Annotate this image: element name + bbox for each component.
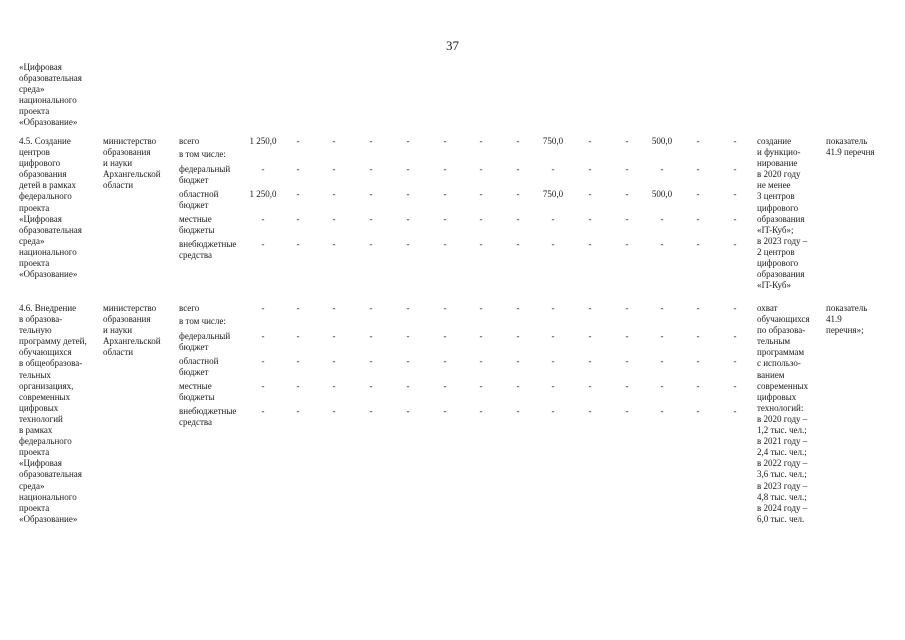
expected-result-line: в 2024 году – [757,502,808,513]
empty-cell: - [516,356,520,366]
funding-source-line: в том числе: [179,316,226,326]
expected-result-line: и функцио- [757,147,801,158]
executor-line: области [103,347,134,358]
empty-cell: - [296,303,300,313]
empty-cell: - [479,189,483,199]
measure-name-line: цифрового [19,158,61,169]
empty-cell: - [696,331,700,341]
measure-name-line: центров [19,147,50,158]
empty-cell: - [516,303,520,313]
empty-cell: - [406,214,410,224]
empty-cell: - [369,406,373,416]
funding-source [179,406,236,428]
empty-cell: - [296,214,300,224]
empty-cell: - [733,239,737,249]
empty-cell: - [261,239,265,249]
measure-name-line: программу детей, [19,336,87,347]
empty-cell: - [625,136,629,146]
empty-cell: - [696,303,700,313]
empty-cell: - [588,381,592,391]
measure-name-line: проекта [19,502,50,513]
empty-cell: - [296,136,300,146]
empty-cell: - [588,214,592,224]
executor-line: области [103,180,134,191]
amount-cell: 750,0 [542,136,564,146]
empty-cell: - [296,381,300,391]
expected-result-line: с использо- [757,358,801,369]
empty-cell: - [588,406,592,416]
expected-result-line: 2,4 тыс. чел.; [757,447,807,458]
expected-result-line: в 2023 году – [757,235,808,246]
empty-cell: - [332,136,336,146]
measure-name-line: тельных [19,369,51,380]
funding-source-line: областной [179,356,219,366]
empty-cell: - [369,303,373,313]
empty-cell: - [406,331,410,341]
measure-name-line: образовательная [19,469,82,480]
funding-source-line: бюджет [179,367,209,378]
empty-cell: - [406,164,410,174]
expected-result-line: 3,6 тыс. чел.; [757,469,807,480]
empty-cell: - [625,356,629,366]
empty-cell: - [696,214,700,224]
funding-source-line: бюджеты [179,392,215,403]
continuation-line: «Цифровая [19,62,62,72]
funding-source [179,381,215,403]
funding-source-line: средства [179,250,213,261]
empty-cell: - [696,381,700,391]
expected-result-line: «IT-Куб» [757,280,791,291]
empty-cell: - [479,136,483,146]
amount-cell: 500,0 [651,136,673,146]
empty-cell: - [660,303,664,313]
empty-cell: - [369,189,373,199]
empty-cell: - [551,356,555,366]
empty-cell: - [369,356,373,366]
empty-cell: - [443,303,447,313]
continuation-line: «Образование» [19,117,78,128]
empty-cell: - [516,406,520,416]
empty-cell: - [733,214,737,224]
empty-cell: - [696,356,700,366]
empty-cell: - [588,189,592,199]
empty-cell: - [660,239,664,249]
indicator-line: 41.9 [826,314,842,325]
empty-cell: - [332,356,336,366]
empty-cell: - [443,239,447,249]
expected-result [757,136,807,291]
empty-cell: - [332,214,336,224]
expected-result-line: в 2022 году – [757,458,808,469]
continuation-line: национального [19,95,77,106]
empty-cell: - [625,189,629,199]
measure-name-line: цифровых [19,402,59,413]
empty-cell: - [406,303,410,313]
indicator-line: показатель [826,303,868,313]
amount-cell: 1 250,0 [249,136,277,146]
empty-cell: - [443,164,447,174]
empty-cell: - [332,406,336,416]
continuation-line: образовательная [19,73,82,84]
empty-cell: - [406,239,410,249]
empty-cell: - [479,239,483,249]
continuation-text [19,62,82,129]
empty-cell: - [625,303,629,313]
empty-cell: - [696,239,700,249]
expected-result-line: обучающихся [757,314,810,325]
measure-name-line: 4.6. Внедрение [19,303,77,313]
empty-cell: - [332,164,336,174]
indicator [826,303,867,336]
expected-result-line: цифровых [757,391,797,402]
measure-name-line: технологий [19,413,63,424]
empty-cell: - [443,406,447,416]
amount-cell: 1 250,0 [249,189,277,199]
empty-cell: - [551,331,555,341]
funding-source [179,356,218,378]
executor-line: министерство [103,303,157,313]
amount-cell: 500,0 [651,189,673,199]
empty-cell: - [625,214,629,224]
empty-cell: - [588,331,592,341]
empty-cell: - [660,406,664,416]
expected-result-line: охват [757,303,778,313]
continuation-line: проекта [19,106,50,117]
measure-name-line: среда» [19,480,45,491]
empty-cell: - [332,303,336,313]
empty-cell: - [296,164,300,174]
indicator-line: перечня»; [826,325,864,336]
indicator [826,136,875,158]
empty-cell: - [660,164,664,174]
funding-source-line: федеральный [179,164,231,174]
funding-source-line: местные [179,214,212,224]
funding-source-line: федеральный [179,331,231,341]
empty-cell: - [443,136,447,146]
executor-line: министерство [103,136,157,146]
empty-cell: - [551,381,555,391]
expected-result-line: нирование [757,158,798,169]
empty-cell: - [296,356,300,366]
executor-line: и науки [103,325,133,336]
empty-cell: - [332,381,336,391]
funding-source-line: бюджет [179,200,209,211]
funding-source [179,331,230,353]
measure-name-line: в образова- [19,314,63,325]
empty-cell: - [551,303,555,313]
funding-source [179,164,230,186]
expected-result-line: цифрового [757,258,799,269]
empty-cell: - [479,164,483,174]
funding-source [179,214,215,236]
measure-name-line: обучающихся [19,347,72,358]
empty-cell: - [516,136,520,146]
empty-cell: - [261,356,265,366]
empty-cell: - [479,214,483,224]
executor-line: Архангельской [103,336,161,347]
empty-cell: - [369,164,373,174]
funding-source [179,189,218,211]
expected-result-line: образования [757,213,805,224]
measure-name-line: «Образование» [19,269,78,280]
empty-cell: - [369,239,373,249]
funding-source [179,136,199,147]
empty-cell: - [443,214,447,224]
empty-cell: - [516,164,520,174]
indicator-line: 41.9 перечня [826,147,875,158]
executor-line: образования [103,147,151,158]
measure-name-line: современных [19,391,71,402]
funding-source-line: внебюджетные [179,239,237,249]
measure-name-line: среда» [19,235,45,246]
empty-cell: - [406,406,410,416]
expected-result-line: по образова- [757,325,806,336]
empty-cell: - [733,136,737,146]
empty-cell: - [660,331,664,341]
empty-cell: - [733,356,737,366]
empty-cell: - [551,239,555,249]
measure-name-line: детей в рамках [19,180,76,191]
measure-name [19,303,87,525]
expected-result-line: ванием [757,369,785,380]
expected-result-line: в 2021 году – [757,436,808,447]
empty-cell: - [332,331,336,341]
empty-cell: - [660,214,664,224]
empty-cell: - [625,164,629,174]
expected-result-line: создание [757,136,792,146]
empty-cell: - [261,164,265,174]
measure-name-line: федерального [19,436,72,447]
continuation-line: среда» [19,84,45,95]
funding-source-line: средства [179,417,213,428]
empty-cell: - [660,356,664,366]
empty-cell: - [516,189,520,199]
empty-cell: - [479,331,483,341]
expected-result-line: 1,2 тыс. чел.; [757,425,807,436]
empty-cell: - [406,189,410,199]
measure-name-line: проекта [19,202,50,213]
empty-cell: - [625,406,629,416]
funding-source-line: местные [179,381,212,391]
indicator-line: показатель [826,136,868,146]
executor [103,136,161,191]
empty-cell: - [733,331,737,341]
empty-cell: - [551,164,555,174]
empty-cell: - [443,381,447,391]
measure-name-line: тельную [19,325,52,336]
expected-result-line: образования [757,269,805,280]
funding-source-line: бюджеты [179,225,215,236]
empty-cell: - [479,303,483,313]
empty-cell: - [296,189,300,199]
empty-cell: - [369,214,373,224]
empty-cell: - [369,331,373,341]
measure-name-line: в общеобразова- [19,358,83,369]
empty-cell: - [369,136,373,146]
expected-result-line: 6,0 тыс. чел. [757,513,805,524]
empty-cell: - [479,406,483,416]
empty-cell: - [733,303,737,313]
executor [103,303,161,358]
empty-cell: - [261,331,265,341]
empty-cell: - [406,381,410,391]
measure-name-line: федерального [19,191,72,202]
measure-name-line: образовательная [19,224,82,235]
measure-name-line: «Цифровая [19,213,62,224]
funding-source [179,303,199,314]
empty-cell: - [625,239,629,249]
empty-cell: - [733,381,737,391]
empty-cell: - [733,189,737,199]
measure-name [19,136,82,280]
empty-cell: - [443,331,447,341]
empty-cell: - [588,239,592,249]
empty-cell: - [625,381,629,391]
measure-name-line: «Образование» [19,513,78,524]
empty-cell: - [296,239,300,249]
empty-cell: - [516,381,520,391]
expected-result-line: современных [757,380,809,391]
measure-name-line: в рамках [19,425,53,436]
expected-result [757,303,810,525]
empty-cell: - [443,189,447,199]
empty-cell: - [588,164,592,174]
executor-line: Архангельской [103,169,161,180]
funding-source-line: областной [179,189,219,199]
empty-cell: - [479,356,483,366]
empty-cell: - [588,303,592,313]
expected-result-line: программам [757,347,805,358]
measure-name-line: проекта [19,258,50,269]
empty-cell: - [261,303,265,313]
executor-line: и науки [103,158,133,169]
measure-name-line: 4.5. Создание [19,136,71,146]
expected-result-line: в 2020 году – [757,413,808,424]
expected-result-line: не менее [757,180,791,191]
expected-result-line: «IT-Куб»; [757,224,794,235]
funding-source-line: всего [179,136,200,146]
empty-cell: - [516,214,520,224]
expected-result-line: 3 центров [757,191,795,202]
funding-source [179,239,236,261]
expected-result-line: в 2020 году [757,169,801,180]
expected-result-line: в 2023 году – [757,480,808,491]
empty-cell: - [406,136,410,146]
empty-cell: - [733,406,737,416]
expected-result-line: 4,8 тыс. чел.; [757,491,807,502]
page-number: 37 [446,38,459,53]
measure-name-line: национального [19,491,77,502]
empty-cell: - [406,356,410,366]
executor-line: образования [103,314,151,325]
funding-source [179,149,226,160]
empty-cell: - [660,381,664,391]
empty-cell: - [588,136,592,146]
empty-cell: - [369,381,373,391]
empty-cell: - [588,356,592,366]
amount-cell: 750,0 [542,189,564,199]
empty-cell: - [332,239,336,249]
empty-cell: - [261,406,265,416]
expected-result-line: технологий: [757,402,804,413]
empty-cell: - [696,406,700,416]
empty-cell: - [332,189,336,199]
measure-name-line: «Цифровая [19,458,62,469]
empty-cell: - [551,406,555,416]
funding-source-line: бюджет [179,175,209,186]
empty-cell: - [551,214,555,224]
expected-result-line: 2 центров [757,246,795,257]
empty-cell: - [516,331,520,341]
empty-cell: - [261,214,265,224]
empty-cell: - [443,356,447,366]
measure-name-line: национального [19,246,77,257]
empty-cell: - [733,164,737,174]
empty-cell: - [296,406,300,416]
measure-name-line: проекта [19,447,50,458]
measure-name-line: организациях, [19,380,74,391]
empty-cell: - [696,136,700,146]
empty-cell: - [296,331,300,341]
expected-result-line: тельным [757,336,791,347]
empty-cell: - [516,239,520,249]
funding-source-line: бюджет [179,342,209,353]
funding-source [179,316,226,327]
empty-cell: - [696,164,700,174]
funding-source-line: в том числе: [179,149,226,159]
empty-cell: - [479,381,483,391]
empty-cell: - [696,189,700,199]
empty-cell: - [261,381,265,391]
funding-source-line: всего [179,303,200,313]
funding-source-line: внебюджетные [179,406,237,416]
expected-result-line: цифрового [757,202,799,213]
empty-cell: - [625,331,629,341]
measure-name-line: образования [19,169,67,180]
